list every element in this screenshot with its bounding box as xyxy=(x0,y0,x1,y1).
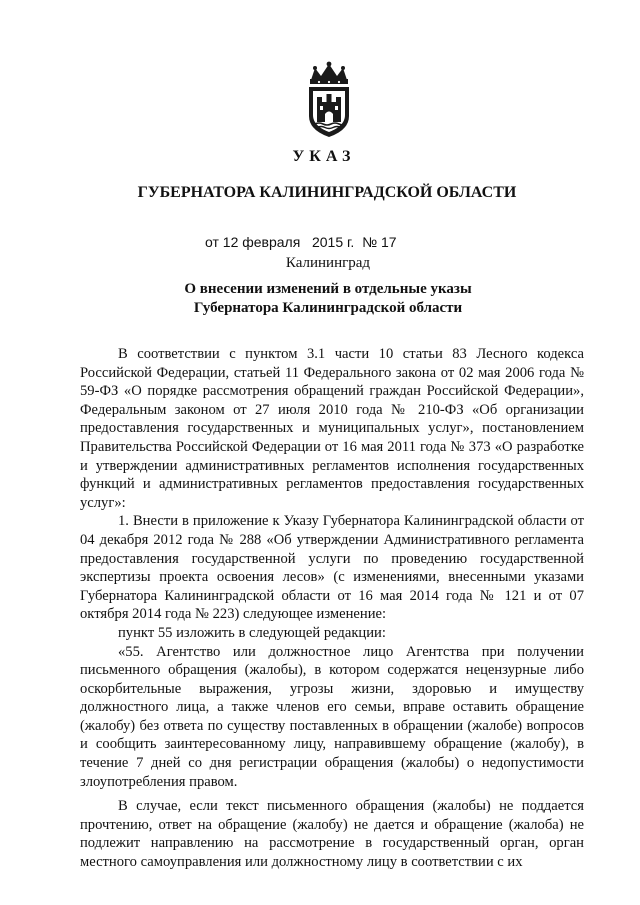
city-name: Калининград xyxy=(285,255,371,271)
issuer-title: ГУБЕРНАТОРА КАЛИНИНГРАДСКОЙ ОБЛАСТИ xyxy=(137,184,517,201)
date-number-line: от 12 февраля 2015 г. № 17 xyxy=(205,234,397,250)
decree-subject xyxy=(0,280,640,318)
body-paragraph: пункт 55 изложить в следующей редакции: xyxy=(118,624,386,641)
subject-line-2: Губернатора Калининградской области xyxy=(193,300,463,316)
document-type-title: УКАЗ xyxy=(292,148,356,165)
body-paragraph: 1. Внести в приложение к Указу Губернатора Калининградской области от 04 декабря 2012 года № 288 «Об утверждении Административного регламента предоставления государственной услуги по проведению государственной экспертизы проекта освоения лесов» (с изменениями, внесенными указами Губернатора Калининградской области от 16 мая 2014 года № 121 и от 07 октября 2014 года № 223) следующее изменение: xyxy=(80,513,584,623)
decree-body xyxy=(80,345,584,872)
body-paragraph: В случае, если текст письменного обращения (жалобы) не поддается прочтению, ответ на обращение (жалобу) не дается и обращение (жалоба) не подлежит направлению на рассмотрение в государственный орган, орган местного самоуправления или должностному лицу в соответствии с их xyxy=(80,798,584,871)
body-paragraph: «55. Агентство или должностное лицо Агентства при получении письменного обращения (жалобы), в котором содержатся нецензурные либо оскорбительные выражения, угрозы жизни, здоровью и имуществу должностного лица, а также членов его семьи, вправе оставить обращение (жалобу) без ответа по существу поставленных в обращении (жалобе) вопросов и сообщить заинтересованному лицу, направившему обращение (жалобу), в течение 7 дней со дня регистрации обращения (жалобы) о недопустимости злоупотребления правом. xyxy=(80,643,584,790)
coat-of-arms-icon xyxy=(303,60,355,138)
subject-line-1: О внесении изменений в отдельные указы xyxy=(184,281,472,297)
body-paragraph: В соответствии с пунктом 3.1 части 10 статьи 83 Лесного кодекса Российской Федерации, статьей 11 Федерального закона от 02 мая 2006 года № 59-ФЗ «О порядке рассмотрения обращений граждан Российской Федерации», Федеральным законом от 27 июля 2010 года № 210-ФЗ «Об организации предоставления государственных и муниципальных услуг», постановлением Правительства Российской Федерации от 16 мая 2011 года № 373 «О разработке и утверждении административных регламентов исполнения государственных функций и административных регламентов предоставления государственных услуг»: xyxy=(80,346,584,511)
